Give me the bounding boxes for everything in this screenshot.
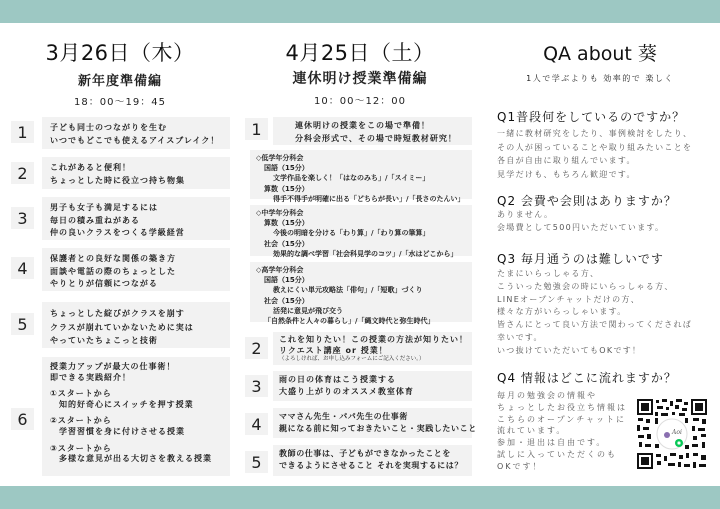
bottom-band [0, 486, 720, 509]
answer-2: ありません。 会場費として500円いただいています。 [497, 210, 665, 232]
lower-grade-session: ◇低学年分科会 国語（15分） 文学作品を楽しく！「はなのみち」/「スイミー」 算数（15分） 得手不得手が明確に出る「どちらが長い」/「長さのたんい」 [250, 150, 472, 199]
svg-text:Aoi: Aoi [672, 429, 682, 436]
question-3: Q3 毎月通うのは難しいです [497, 252, 664, 266]
question-1: Q1普段何をしているのですか？ [497, 110, 686, 124]
program-item: 授業力アップが最大の仕事術！ 即できる実践紹介！ ①スタートから 知的好奇心にスイッチを押す授業 ②スタートから 学習習慣を身に付けさせる授業 ③スタートから 多様な意見が出る大切さを教える授業 [42, 357, 230, 476]
item-number: 3 [11, 207, 34, 229]
program-item: 教師の仕事は、子どもができなかったことを できるようにさせること それを実現するには？ [273, 445, 472, 476]
answer-1: 一緒に教材研究をしたり、事例検討をしたり、 その人が困っていることや取り組みたいことを 各自が自由に取り組んでいます。 見学だけも、もちろん歓迎です。 [497, 129, 693, 179]
session-subtitle: 新年度準備編 [77, 74, 162, 89]
request-note: （よろしければ、お申し込みフォームにご記入ください。） [279, 356, 425, 362]
program-item: ちょっとした綻びがクラスを崩す クラスが崩れていかないために実は やっていたちょこっと技術 [42, 302, 230, 348]
session-time: 18：00〜19：45 [74, 97, 166, 108]
answer-4: 毎月の勉強会の情報や ちょっとしたお役立ち情報は こちらのオープンチャットに 流れています。 参加・退出は自由です。 試しに入っていただくのも OKです！ [497, 391, 627, 471]
session-subtitle: 連休明け授業準備編 [292, 71, 428, 87]
item-number: 5 [245, 451, 268, 473]
item-number: 2 [11, 162, 34, 184]
date-title: 4月25日（土） [285, 41, 435, 65]
item-number: 5 [11, 313, 34, 335]
question-4: Q4 情報はどこに流れますか？ [497, 371, 677, 385]
program-item: 雨の日の体育はこう授業する 大盛り上がりのオススメ教室体育 [273, 371, 472, 401]
top-band [0, 0, 720, 23]
item-number: 2 [245, 337, 268, 359]
qa-subtitle: 1人で学ぶよりも 効率的で 楽しく [526, 74, 674, 83]
item-number: 1 [11, 121, 34, 143]
item-number: 4 [11, 257, 34, 279]
program-item: 男子も女子も満足するには 毎日の積み重ねがある 仲の良いクラスをつくる学級経営 [42, 197, 230, 240]
session-time: 10：00〜12：00 [314, 96, 406, 107]
item-number: 3 [245, 375, 268, 397]
line-openchat-qr-code[interactable] [635, 397, 709, 471]
program-item: 保護者との良好な関係の築き方 面談や電話の際のちょっとした やりとりが信頼につながる [42, 248, 230, 291]
upper-grade-session: ◇高学年分科会 国語（15分） 教えにくい単元攻略法「俳句」/「短歌」づくり 社会（15分） 活発に意見が飛び交う 「自然条件と人々の暮らし」/「縄文時代と弥生時代」 [250, 262, 472, 322]
item-number: 1 [245, 118, 268, 140]
qa-title: QA about 葵 [543, 43, 657, 65]
date-title: 3月26日（木） [45, 41, 195, 65]
answer-3: たまにいらっしゃる方、 こういった勉強会の時にいらっしゃる方、 LINEオープンチャットだけの方、 様々な方がいらっしゃいます。 皆さんにとって良い方法で関わってくだされば 幸いです。 いつ抜けていただいてもOKです！ [497, 269, 693, 355]
question-2: Q2 会費や会則はありますか？ [497, 194, 677, 208]
program-item: これがあると便利！ ちょっとした時に役立つ持ち物集 [42, 157, 230, 189]
item-number: 4 [245, 413, 268, 435]
middle-grade-session: ◇中学年分科会 算数（15分） 今後の明暗を分ける「わり算」/「わり算の筆算」 社会（15分） 効果的な調べ学習「社会科見学のコツ」/「水はどこから」 [250, 205, 472, 256]
program-item: ママさん先生・パパ先生の仕事術 親になる前に知っておきたいこと・実践したいこと [273, 408, 472, 438]
program-item: 連休明けの授業をこの場で準備！ 分科会形式で、その場で時短教材研究！ [273, 117, 472, 145]
program-item: これを知りたい！この授業の方法が知りたい！ リクエスト講座 or 授業！ （よろしければ、お申し込みフォームにご記入ください。） [273, 332, 472, 365]
item-number: 6 [11, 408, 34, 430]
program-item: 子ども同士のつながりを生む いつでもどこでも使えるアイスブレイク！ [42, 117, 230, 149]
